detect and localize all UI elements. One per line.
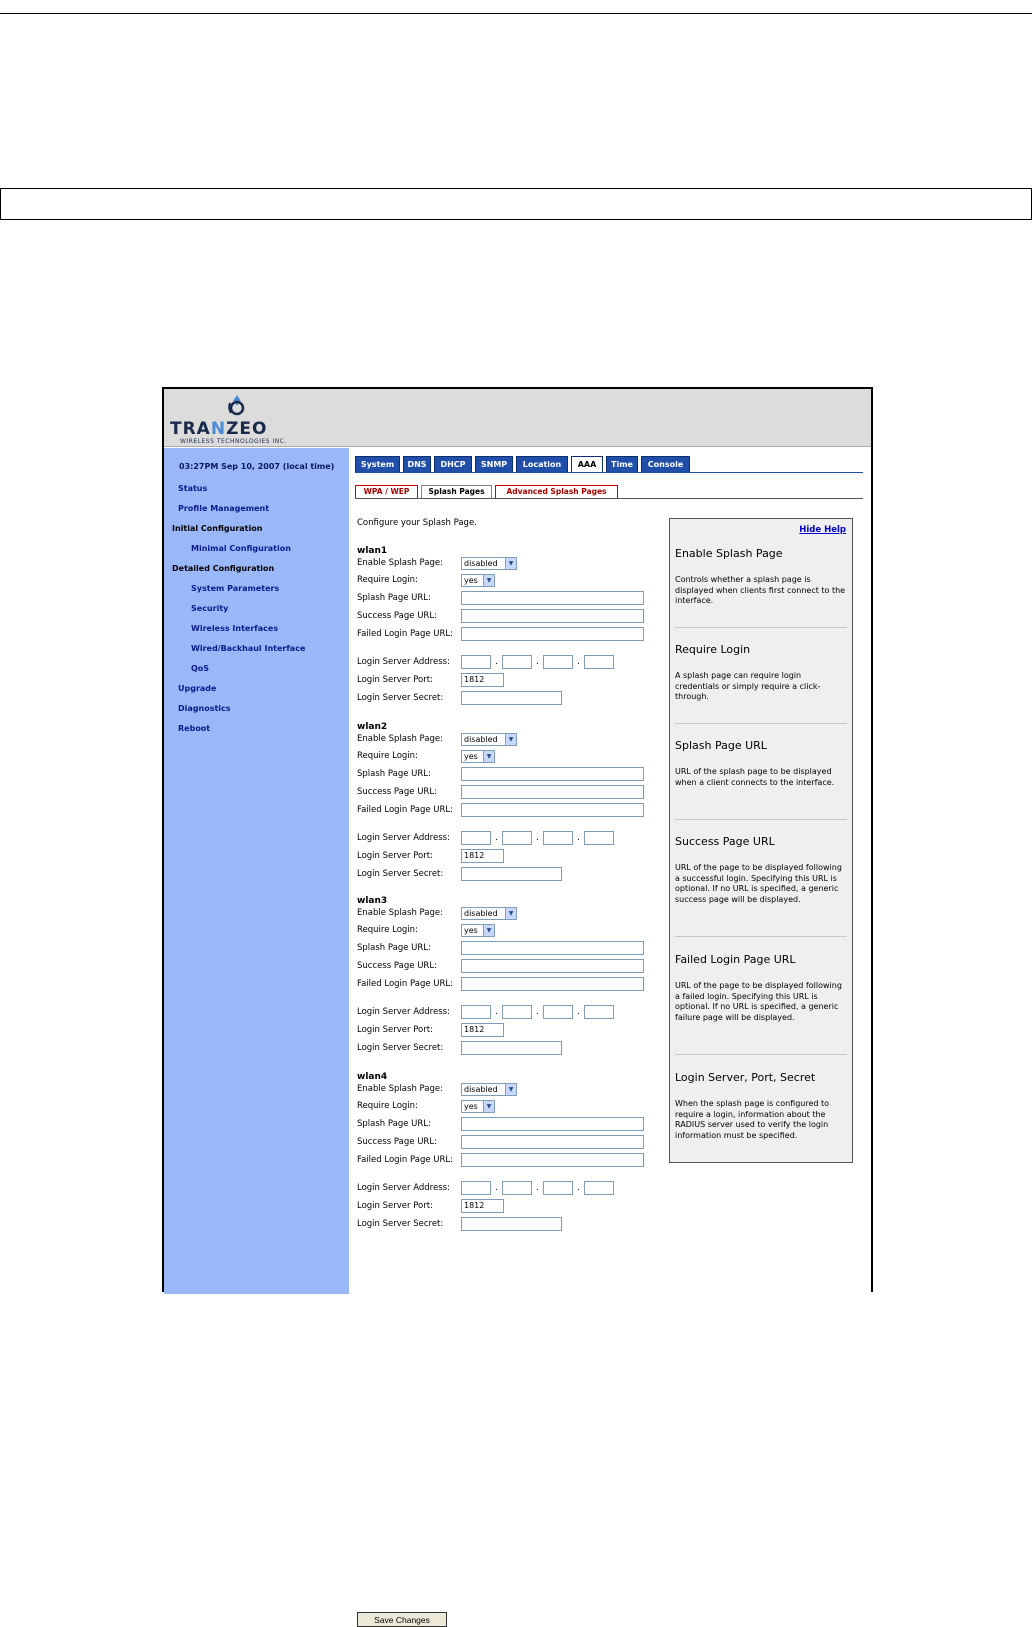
address-dot: . [495, 1007, 498, 1017]
help-body-require-login: A splash page can require login credentials or simply require a click-through. [675, 671, 821, 701]
tab-location[interactable]: Location [516, 456, 568, 473]
failed-url-input[interactable] [461, 627, 644, 641]
help-title-login-server: Login Server, Port, Secret [675, 1071, 816, 1084]
help-separator [675, 936, 847, 937]
chevron-down-icon: ▼ [483, 751, 494, 762]
tab-time[interactable]: Time [606, 456, 638, 473]
tabs-underline [355, 472, 863, 473]
help-body-enable-splash: Controls whether a splash page is displayed when clients first connect to the interface. [675, 575, 846, 605]
server-secret-label: Login Server Secret: [357, 693, 444, 703]
subtabs-underline [355, 498, 863, 499]
subtab-advanced-splash-pages[interactable]: Advanced Splash Pages [495, 485, 618, 498]
enable-splash-label: Enable Splash Page: [357, 558, 443, 568]
failed-url-label: Failed Login Page URL: [357, 629, 454, 639]
server-address-octet-2[interactable] [502, 1005, 532, 1019]
enable-splash-select[interactable] [461, 557, 517, 570]
help-title-splash-url: Splash Page URL [675, 739, 767, 752]
tab-dns[interactable]: DNS [403, 456, 431, 473]
chevron-down-icon: ▼ [505, 908, 516, 919]
splash-url-label: Splash Page URL: [357, 593, 431, 603]
help-title-enable-splash: Enable Splash Page [675, 547, 783, 560]
help-body-splash-url: URL of the splash page to be displayed when a client connects to the interface. [675, 767, 835, 787]
address-dot: . [495, 657, 498, 667]
help-title-require-login: Require Login [675, 643, 751, 656]
failed-url-input[interactable] [461, 977, 644, 991]
help-body-success-url: URL of the page to be displayed following a successful login. Specifying this URL is optional. If no URL is specified, a generic success page will be displayed. [675, 863, 842, 904]
require-login-label: Require Login: [357, 751, 418, 761]
logo-antenna-icon [226, 391, 248, 417]
require-login-select[interactable] [461, 924, 495, 937]
failed-url-label: Failed Login Page URL: [357, 979, 454, 989]
sidebar-item-security[interactable]: Security [191, 604, 229, 613]
sidebar-item-qos[interactable]: QoS [191, 664, 210, 673]
subtab-splash-pages[interactable]: Splash Pages [421, 485, 492, 498]
server-port-input[interactable]: 1812 [461, 673, 504, 687]
server-address-octet-4[interactable] [584, 655, 614, 669]
chevron-down-icon: ▼ [483, 1101, 494, 1112]
server-secret-input[interactable] [461, 1217, 562, 1231]
local-time: 03:27PM Sep 10, 2007 (local time) [179, 462, 335, 471]
require-login-select[interactable] [461, 1100, 495, 1113]
sidebar-item-diagnostics[interactable]: Diagnostics [178, 704, 231, 713]
enable-splash-select[interactable] [461, 907, 517, 920]
server-address-octet-3[interactable] [543, 655, 573, 669]
sidebar-item-wired-backhaul-interface[interactable]: Wired/Backhaul Interface [191, 644, 306, 653]
require-login-value: yes [464, 576, 478, 585]
server-address-octet-3[interactable] [543, 1005, 573, 1019]
logo-subtitle: WIRELESS TECHNOLOGIES INC. [180, 438, 287, 445]
success-url-input[interactable] [461, 959, 644, 973]
address-dot: . [495, 1183, 498, 1193]
server-port-label: Login Server Port: [357, 1025, 433, 1035]
enable-splash-value: disabled [464, 559, 498, 568]
splash-url-label: Splash Page URL: [357, 769, 431, 779]
help-title-success-url: Success Page URL [675, 835, 775, 848]
success-url-input[interactable] [461, 785, 644, 799]
server-address-octet-1[interactable] [461, 831, 491, 845]
success-url-label: Success Page URL: [357, 611, 437, 621]
server-port-input[interactable]: 1812 [461, 1023, 504, 1037]
server-address-octet-2[interactable] [502, 831, 532, 845]
sidebar-item-system-parameters[interactable]: System Parameters [191, 584, 280, 593]
server-address-octet-2[interactable] [502, 655, 532, 669]
server-secret-label: Login Server Secret: [357, 869, 444, 879]
splash-url-input[interactable] [461, 767, 644, 781]
server-address-label: Login Server Address: [357, 1183, 450, 1193]
help-separator [675, 627, 847, 628]
failed-url-input[interactable] [461, 803, 644, 817]
require-login-label: Require Login: [357, 1101, 418, 1111]
server-address-octet-2[interactable] [502, 1181, 532, 1195]
server-port-label: Login Server Port: [357, 675, 433, 685]
enable-splash-value: disabled [464, 735, 498, 744]
server-address-octet-4[interactable] [584, 831, 614, 845]
help-body-login-server: When the splash page is configured to require a login, information about the RADIUS server used to verify the login information must be specified. [675, 1099, 830, 1140]
address-dot: . [536, 1007, 539, 1017]
failed-url-input[interactable] [461, 1153, 644, 1167]
help-separator [675, 819, 847, 820]
require-login-value: yes [464, 926, 478, 935]
sidebar-item-upgrade[interactable]: Upgrade [178, 684, 217, 693]
splash-url-label: Splash Page URL: [357, 1119, 431, 1129]
address-dot: . [577, 657, 580, 667]
address-dot: . [577, 1183, 580, 1193]
enable-splash-value: disabled [464, 1085, 498, 1094]
splash-url-input[interactable] [461, 941, 644, 955]
address-dot: . [495, 833, 498, 843]
server-secret-label: Login Server Secret: [357, 1219, 444, 1229]
server-address-octet-4[interactable] [584, 1181, 614, 1195]
sidebar-item-profile-management[interactable]: Profile Management [178, 504, 270, 513]
tab-console[interactable]: Console [641, 456, 690, 473]
server-port-input[interactable]: 1812 [461, 1199, 504, 1213]
enable-splash-label: Enable Splash Page: [357, 908, 443, 918]
server-port-label: Login Server Port: [357, 1201, 433, 1211]
chevron-down-icon: ▼ [483, 575, 494, 586]
enable-splash-select[interactable] [461, 1083, 517, 1096]
screenshot-frame [162, 387, 873, 1625]
main-content [349, 448, 871, 1625]
tranzeo-logo [168, 391, 318, 447]
server-secret-input[interactable] [461, 1041, 562, 1055]
success-url-label: Success Page URL: [357, 1137, 437, 1147]
logo-wordmark: TRANZEO [170, 419, 268, 439]
server-address-label: Login Server Address: [357, 1007, 450, 1017]
splash-url-input[interactable] [461, 1117, 644, 1131]
success-url-label: Success Page URL: [357, 961, 437, 971]
address-dot: . [536, 1183, 539, 1193]
document-caption-box [0, 188, 1032, 220]
save-changes-button[interactable]: Save Changes [357, 1612, 447, 1627]
chevron-down-icon: ▼ [483, 925, 494, 936]
sidebar-item-reboot[interactable]: Reboot [178, 724, 211, 733]
help-body-failed-url: URL of the page to be displayed following a failed login. Specifying this URL is optional. If no URL is specified, a generic failure page will be displayed. [675, 981, 842, 1022]
help-panel [669, 518, 853, 1163]
intro-text: Configure your Splash Page. [357, 518, 477, 528]
failed-url-label: Failed Login Page URL: [357, 1155, 454, 1165]
enable-splash-select[interactable] [461, 733, 517, 746]
hide-help-link[interactable]: Hide Help [799, 525, 846, 535]
server-secret-input[interactable] [461, 691, 562, 705]
tab-snmp[interactable]: SNMP [475, 456, 513, 473]
success-url-label: Success Page URL: [357, 787, 437, 797]
wlan-title: wlan2 [357, 722, 388, 732]
chevron-down-icon: ▼ [505, 1084, 516, 1095]
server-address-octet-3[interactable] [543, 831, 573, 845]
enable-splash-value: disabled [464, 909, 498, 918]
help-title-failed-url: Failed Login Page URL [675, 953, 796, 966]
require-login-value: yes [464, 752, 478, 761]
sidebar-heading-initial-configuration: Initial Configuration [172, 524, 263, 533]
require-login-label: Require Login: [357, 925, 418, 935]
address-dot: . [577, 833, 580, 843]
server-secret-input[interactable] [461, 867, 562, 881]
server-port-input[interactable]: 1812 [461, 849, 504, 863]
address-dot: . [536, 657, 539, 667]
server-address-octet-1[interactable] [461, 1005, 491, 1019]
tab-dhcp[interactable]: DHCP [434, 456, 472, 473]
splash-url-label: Splash Page URL: [357, 943, 431, 953]
success-url-input[interactable] [461, 1135, 644, 1149]
wlan-title: wlan3 [357, 896, 388, 906]
server-address-octet-1[interactable] [461, 1181, 491, 1195]
sidebar [164, 448, 349, 1294]
sidebar-heading-detailed-configuration: Detailed Configuration [172, 564, 275, 573]
sidebar-item-status[interactable]: Status [178, 484, 208, 493]
subtab-wpa-wep[interactable]: WPA / WEP [355, 485, 418, 498]
address-dot: . [577, 1007, 580, 1017]
chevron-down-icon: ▼ [505, 734, 516, 745]
tab-aaa[interactable]: AAA [571, 456, 603, 473]
document-top-rule [0, 13, 1032, 14]
sidebar-item-minimal-configuration[interactable]: Minimal Configuration [191, 544, 291, 553]
help-separator [675, 1054, 847, 1055]
server-address-octet-4[interactable] [584, 1005, 614, 1019]
server-address-octet-3[interactable] [543, 1181, 573, 1195]
require-login-select[interactable] [461, 750, 495, 763]
enable-splash-label: Enable Splash Page: [357, 1084, 443, 1094]
failed-url-label: Failed Login Page URL: [357, 805, 454, 815]
server-secret-label: Login Server Secret: [357, 1043, 444, 1053]
header-bar [164, 389, 871, 447]
require-login-select[interactable] [461, 574, 495, 587]
address-dot: . [536, 833, 539, 843]
require-login-value: yes [464, 1102, 478, 1111]
server-address-label: Login Server Address: [357, 657, 450, 667]
server-port-label: Login Server Port: [357, 851, 433, 861]
splash-url-input[interactable] [461, 591, 644, 605]
server-address-label: Login Server Address: [357, 833, 450, 843]
wlan-title: wlan1 [357, 546, 388, 556]
success-url-input[interactable] [461, 609, 644, 623]
chevron-down-icon: ▼ [505, 558, 516, 569]
wlan-title: wlan4 [357, 1072, 388, 1082]
server-address-octet-1[interactable] [461, 655, 491, 669]
help-separator [675, 723, 847, 724]
sidebar-item-wireless-interfaces[interactable]: Wireless Interfaces [191, 624, 279, 633]
enable-splash-label: Enable Splash Page: [357, 734, 443, 744]
require-login-label: Require Login: [357, 575, 418, 585]
tab-system[interactable]: System [355, 456, 400, 473]
